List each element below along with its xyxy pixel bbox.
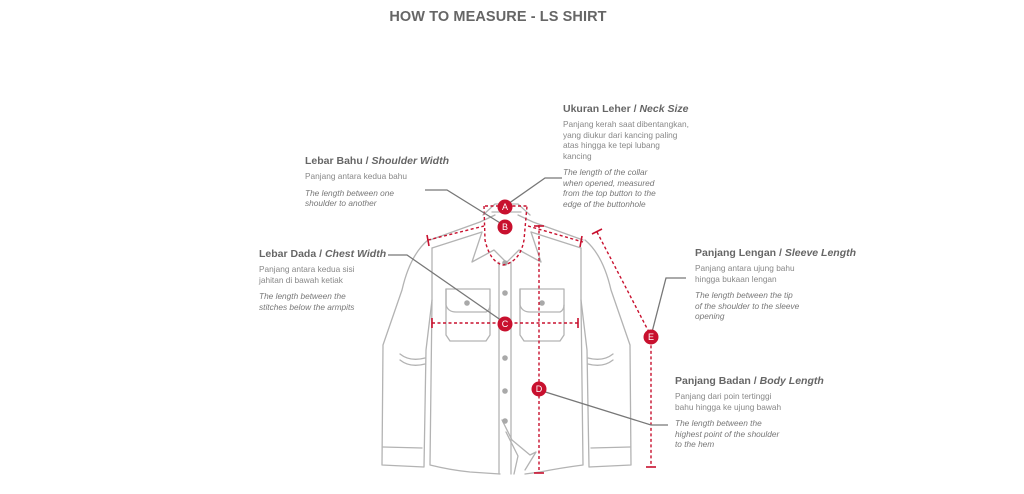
body-length-desc-en: The length between the highest point of the shoulder to the hem (675, 418, 780, 449)
neck-size-desc-en: The length of the collar when opened, measured from the top button to the edge of the buttonhole (563, 167, 656, 209)
marker-d (532, 382, 547, 397)
shoulder-width-heading: Lebar Bahu / Shoulder Width (305, 155, 450, 167)
shoulder-width-annotation (305, 155, 475, 209)
measurement-end-caps (427, 226, 656, 473)
svg-text:C: C (501, 319, 509, 329)
marker-b (498, 220, 513, 235)
body-length-desc-id: Panjang dari poin tertinggi bahu hingga ke ujung bawah (675, 391, 782, 412)
shirt-outline (382, 204, 631, 474)
sleeve-length-desc-id: Panjang antara ujung bahu hingga bukaan lengan (695, 263, 795, 284)
marker-e (644, 330, 659, 345)
marker-a (498, 200, 513, 215)
body-length-annotation (675, 375, 845, 450)
neck-size-heading: Ukuran Leher / Neck Size (563, 103, 689, 115)
sleeve-length-heading: Panjang Lengan / Sleeve Length (695, 247, 857, 259)
svg-text:D: D (535, 384, 543, 394)
body-length-heading: Panjang Badan / Body Length (675, 375, 824, 387)
marker-c (498, 317, 513, 332)
page-title: HOW TO MEASURE - LS SHIRT (389, 9, 607, 25)
chest-width-desc-id: Panjang antara kedua sisi jahitan di bawah ketiak (259, 264, 355, 285)
chest-width-desc-en: The length between the stitches below the armpits (259, 291, 355, 312)
measurement-lines (428, 206, 651, 473)
svg-text:A: A (501, 202, 509, 212)
svg-text:B: B (501, 222, 509, 232)
neck-size-annotation (563, 103, 733, 209)
shoulder-width-desc-id: Panjang antara kedua bahu (305, 171, 407, 181)
sleeve-length-annotation (695, 247, 865, 322)
neck-size-desc-id: Panjang kerah saat dibentangkan, yang diukur dari kancing paling atas hingga ke tepi lubang kancing (563, 119, 689, 161)
chest-width-heading: Lebar Dada / Chest Width (259, 248, 387, 260)
shoulder-width-desc-en: The length between one shoulder to another (305, 187, 395, 208)
svg-text:E: E (647, 332, 655, 342)
shirt-buttons (464, 260, 545, 424)
sleeve-length-desc-en: The length between the tip of the shoulder to the sleeve opening (695, 290, 800, 321)
chest-width-annotation (259, 248, 399, 312)
